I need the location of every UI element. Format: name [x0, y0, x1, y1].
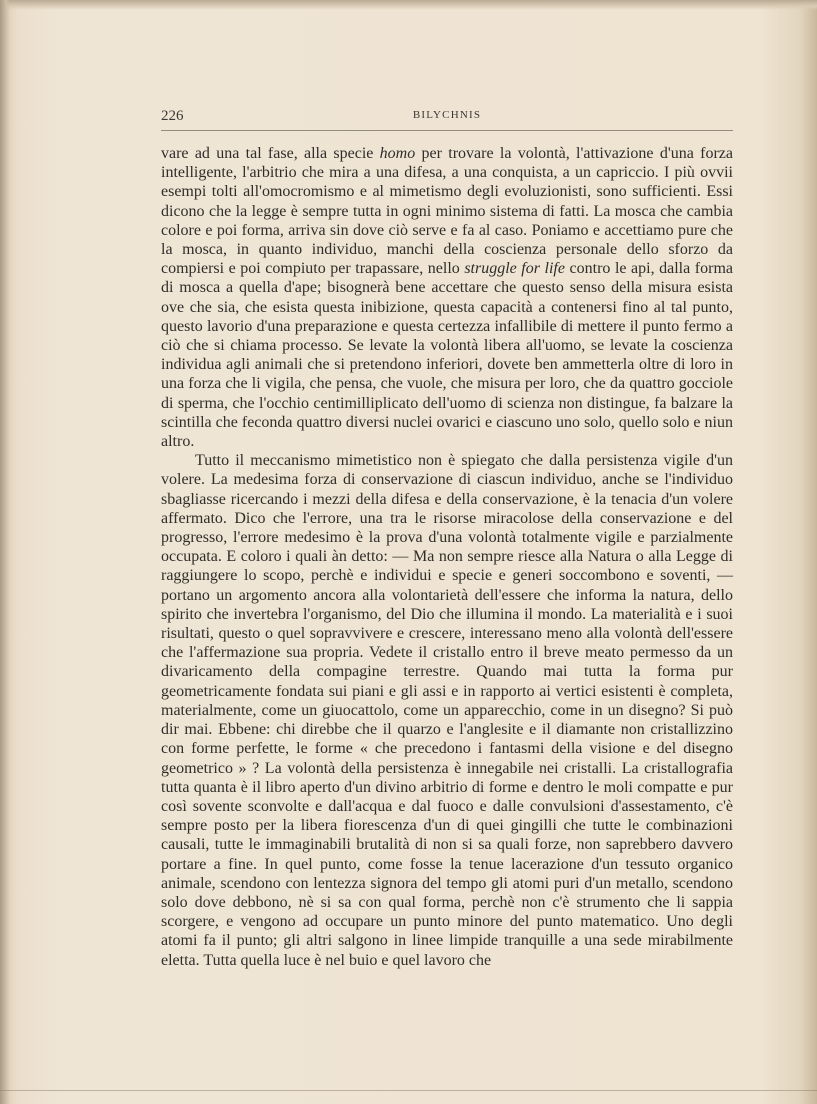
- page-number: 226: [161, 108, 184, 124]
- text-run: Tutto il meccanismo mimetistico non è spiegato che dalla persistenza vigile d'un volere. La medesima forza di conservazione di ciascun individuo, anche se l'individuo sbagliasse ricercando i mezzi della difesa e della conservazione, è la tenacia d'un volere affermato. Dico che l'errore, una tra le risorse miracolose della conservazione e del progresso, l'errore medesimo è la prova d'una volontà totalmente vigile e parzialmente occupata. E coloro i quali àn detto: — Ma non sempre riesce alla Natura o alla Legge di raggiungere lo scopo, perchè e individui e specie e generi soccombono e soventi, — portano un argomento ancora alla volontarietà dell'essere che informa la natura, dello spirito che invertebra l'organismo, del Dio che illumina il mondo. La materialità e i suoi risultati, questo o quel sopravvivere e crescere, interessano meno alla volontà dell'essere che l'affermazione sua propria. Vedete il cristallo entro il breve meato permesso da un divaricamento della compagine terrestre. Quando mai tutta la forma pur geometricamente fondata sui piani e gli assi e in rapporto ai vertici esistenti è completa, materialmente, come un giuocattolo, come un apparecchio, come in un disegno? Si può dir mai. Ebbene: chi direbbe che il quarzo e l'anglesite e il diamante non cristallizzino con forme perfette, le forme « che precedono i fantasmi della visione e del disegno geometrico » ? La volontà della persistenza è innegabile nei cristalli. La cristallografia tutta quanta è il libro aperto d'un divino arbitrio di forme e dentro le moli compatte e pur così sovente sconvolte e dall'acqua e dal fuoco e dalle convulsioni d'assestamento, c'è sempre posto per la libera fiorescenza d'un di quei gingilli che tutte le combinazioni causali, tutte le immaginabili brutalità di non si sa quali forze, non saprebbero davvero portare a fine. In quel punto, come fosse la tenue lacerazione d'un tessuto organico animale, scendono con lentezza signora del tempo gli atomi puri d'un metallo, scendono solo dove debbono, nè si sa con qual forma, perchè non c'è strumento che li sappia scorgere, e vengono ad occupare un punto minore del punto matematico. Uno degli atomi fa il punto; gli altri salgono in linee limpide tranquille a una sede mirabilmente eletta. Tutta quella luce è nel buio e quel lavoro che: [161, 452, 733, 969]
- body-paragraph: [161, 451, 733, 969]
- page-top-edge: [0, 0, 817, 10]
- text-run: contro le api, dalla forma di mosca a quella d'ape; bisognerà bene accettare che questo senso della misura esista ove che sia, che esista questa inibizione, questa capacità a contenersi fino al tal punto, questo lavorio d'una preparazione e questa certezza infallibile di mettere il punto fermo a ciò che si chiama processo. Se levate la volontà libera all'uomo, se levate la coscienza individua agli animali che si pretendono inferiori, dovete ben ammetterla oltre di loro in una forza che li vigila, che pensa, che vuole, che misura per loro, che da quattro gocciole di sperma, che l'occhio centimilliplicato dell'uomo di scienza non distingue, fa balzare la scintilla che feconda quattro diversi nuclei ovarici e ciascuno uno solo, quello solo e niun altro.: [161, 260, 733, 451]
- text-run: vare ad una tal fase, alla specie: [161, 145, 380, 162]
- text-run: per trovare la volontà, l'attivazione d'una forza intelligente, l'arbitrio che mira a una difesa, a una conquista, a un capriccio. I più ovvii esempi tolti all'omocromismo e al mimetismo degli evoluzionisti, sono sufficienti. Essi dicono che la legge è sempre tutta in ogni minimo sistema di fatti. La mosca che cambia colore e poi forma, arriva sin dove ciò serve e fa al caso. Poniamo e accettiamo pure che la mosca, in quanto individuo, manchi della coscienza personale dello sforzo da compiersi e poi compiuto per trapassare, nello: [161, 145, 733, 278]
- italic-term: struggle for life: [464, 260, 565, 278]
- page-binding-edge: [0, 0, 10, 1104]
- page-bottom-rule: [0, 1090, 817, 1091]
- italic-term: homo: [379, 145, 416, 162]
- body-paragraph: [161, 144, 733, 451]
- running-head: [161, 108, 733, 128]
- journal-title: BILYCHNIS: [412, 109, 482, 121]
- body-text: [161, 144, 733, 970]
- header-rule: [161, 130, 733, 131]
